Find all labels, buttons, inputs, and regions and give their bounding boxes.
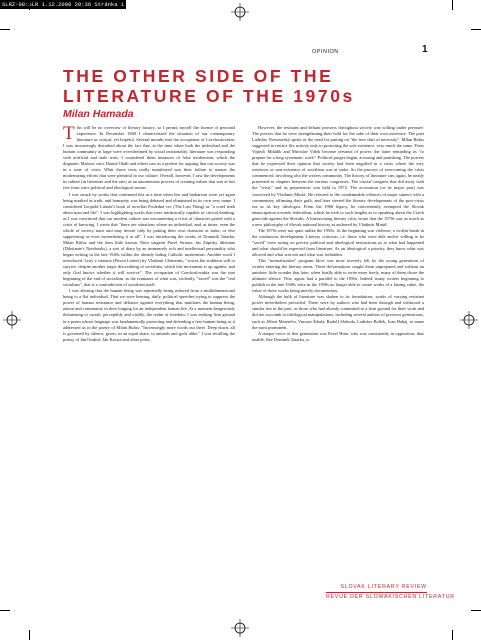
crop-mark: [452, 0, 453, 10]
registration-mark-icon: [231, 619, 249, 637]
journal-name-german: REVUE DER SLOWAKISCHEN LITERATUR: [326, 594, 455, 600]
drop-cap: T: [63, 125, 75, 144]
print-slug: SLRZ-08:SLR 1.12.2008 20:36 Stránka 1: [2, 1, 125, 8]
paragraph: I was alerting that the human being was repeatedly being reduced from a multidimensional being to a flat individual. That we were hearing, daily, political speeches trying to suppress the power of human resistance and defiance against everything that mutilates the human being, nation and community in their longing for an independent human life. At a moment dangerously threatening to curtail, perceptibly and visibly, the realm of freedom, I was seeking firm ground in a poem whose language was fundamentally protecting and defending a free human being as it addressed us in the poetry of Milan Rúfus: "Increasingly more words out there. Deep down, all is governed by silence, given, in an equal share, to animals and gods alike." I was recalling the poetry of Ján Ondruš, Ján Kostra and other poets.: [63, 288, 235, 342]
crop-mark: [0, 610, 10, 611]
page-number: 1: [422, 44, 428, 55]
paragraph: This will be no overview of literary history, so I permit myself the license of personal experience. In December 1968 I characterized the situation of our contemporary literature as critical, yet hopeful. Several months into the occupation of Czechoslovakia, I was increasingly disturbed about the fact that, at the time when both the individual and the human community at large were overwhelmed by social irrationality, literature was responding with artificial and stale texts. I considered them instances of false modernism, which the dogmatic Marxist critic Daniel Okáli and others saw as a pretext for arguing that our society was in a state of crisis. What those texts really manifested was their failure to master the modernizing efforts that were plentiful in our culture. Overall, however, I saw the developments in culture (in literature and the arts) as an autonomous process of creating values that was at last free from strict political and ideological norms.: [63, 125, 235, 191]
paragraph: I was struck by works that confirmed this at a time when lies and barbarism were yet again being masked as truth, and humanity was being debased and eliminated in its own very name. I considered Leopold Lahola's book of novellas Posledná vec (The Last Thing) as "a cruel truth about man and life". I was highlighting works that were intrinsically capable of critical thinking, as I was convinced that our modern culture was encountering a crisis of character paired with a crisis of knowing. I wrote that "there are situations where an individual, and, at times, even the whole of society must and may decide only by putting their own character at stake, or else suppressing or even surrendering it at all". I was introducing the works of Dominik Tatarka, Milan Rúfus and the then little known Nitra surgeon Pavel Strauss, his Zápisky diletanta (Dilettante's Notebooks), a sort of diary by an immensely rich and intellectual personality who began writing in the late 1940s within the already fading Catholic modernism. Another work I introduced, Listy z väzenia (Prison Letters) by Vladimír Clementis, "voices the stubborn will to survive, despite another tragic discrediting of socialism, which this movement is up against, and only God knows whether it will survive". The occupation of Czechoslovakia was the true beginning of the end of socialism, as the remnants of what was, violently, "saved" was the "real socialism", that is a contradiction of socialism itself.: [63, 191, 235, 288]
journal-name: SLOVAK LITERARY REVIEW: [340, 584, 427, 590]
crop-mark: [452, 630, 453, 640]
crop-mark: [29, 630, 30, 640]
crop-mark: [0, 29, 10, 30]
registration-mark-icon: [460, 311, 478, 329]
crop-mark: [471, 610, 481, 611]
crop-mark: [29, 0, 30, 10]
article-author: Milan Hamada: [63, 108, 134, 120]
crop-mark: [471, 29, 481, 30]
left-column: [63, 125, 235, 555]
footer-rule: [326, 592, 427, 593]
article-title: THE OTHER SIDE OF THE LITERATURE OF THE 1970s: [63, 66, 355, 106]
right-column: [252, 125, 424, 555]
paragraph: However, the resistant and defiant prowess throughout society was wilting under pressure. The powers that be were strengthening their hold for the sake of their own existence. The poet Ladislav Novomeský spoke of the need for putting on "the iron shirt of necessity". Milan Rúfus suggested to restrict life activity only to protecting the sole existence, very much the same. Poets Vojtech Mihálik and Miroslav Válek became servants of power, the latter reminding us "to prepare for a long systematic work". Political purges began, accusing and punishing. The powers that be expressed their opinion that society had been engulfed in a crisis where the very existence or non-existence of socialism was at stake. So the process of overcoming the crisis commenced, involving also the writers community. The history of literature can, again, be neatly presented as chapters between the various congresses. The crucial congress that did away with the "crisis" and its perpetrators was held in 1972. The accusation (or its major part) was conceived by Vladimír Mináč. He referred to the condemnable offences of major sinners with a commentary affirming their guilt, and later steered the literary developments of the post-crisis era as its key ideologist. From the 1968 legacy, he conveniently exempted the Slovak emancipation towards federalism, which he took to such lengths as to speaking about the Czech genocide against the Slovaks. A historicizing literary critic wrote that the 1970s saw as much as a new philosophy of Slovak national history as authored by Vladimír Mináč.: [252, 125, 424, 227]
paragraph: The 1970s were not quite unlike the 1950s. At the beginning was violence, a violent break in the continuous development. Literary criticism, i.e. those who were able and/or willing to be "saved" were acting on precise political and ideological instructions as to what had happened and what should be expected from literature. As an ideological a priority, they knew what was allowed and what was not and what was forbidden.: [252, 227, 424, 257]
section-label: OPINION: [312, 49, 339, 55]
paragraph: Although the bulk of literature was shaken to its foundations, works of varying resistant power nevertheless prevailed. These were by authors who had been through and withstood a similar test in the past, or those who had already committed to a firm ground for their work and did not succumb to ideological manipulations, including several authors of previous generations, such as Albert Marenčin, Vincent Šikula, Rudolf Sloboda, Ladislav Ballek, Ivan Habaj, to name the most prominent.: [252, 294, 424, 330]
paragraph: This "normalization" program blow was most severely felt by the young generation of writers entering the literary arena. These deformations caught them unprepared and without an antidote; little wonder that later, when finally able to write more freely, many of them chose the ultimate silence. This, again, had a parallel to the 1950s. Indeed, many writers beginning to publish in the late 1940s were in the 1950s no longer able to create works of a lasting value, the value of those works being merely documentary.: [252, 258, 424, 294]
registration-mark-icon: [3, 311, 21, 329]
paragraph: A unique voice of this generation was Pavel Hrúz, who was consistently in opposition, thus unable, like Dominik Tatarka, to: [252, 330, 424, 342]
registration-mark-icon: [231, 3, 249, 21]
